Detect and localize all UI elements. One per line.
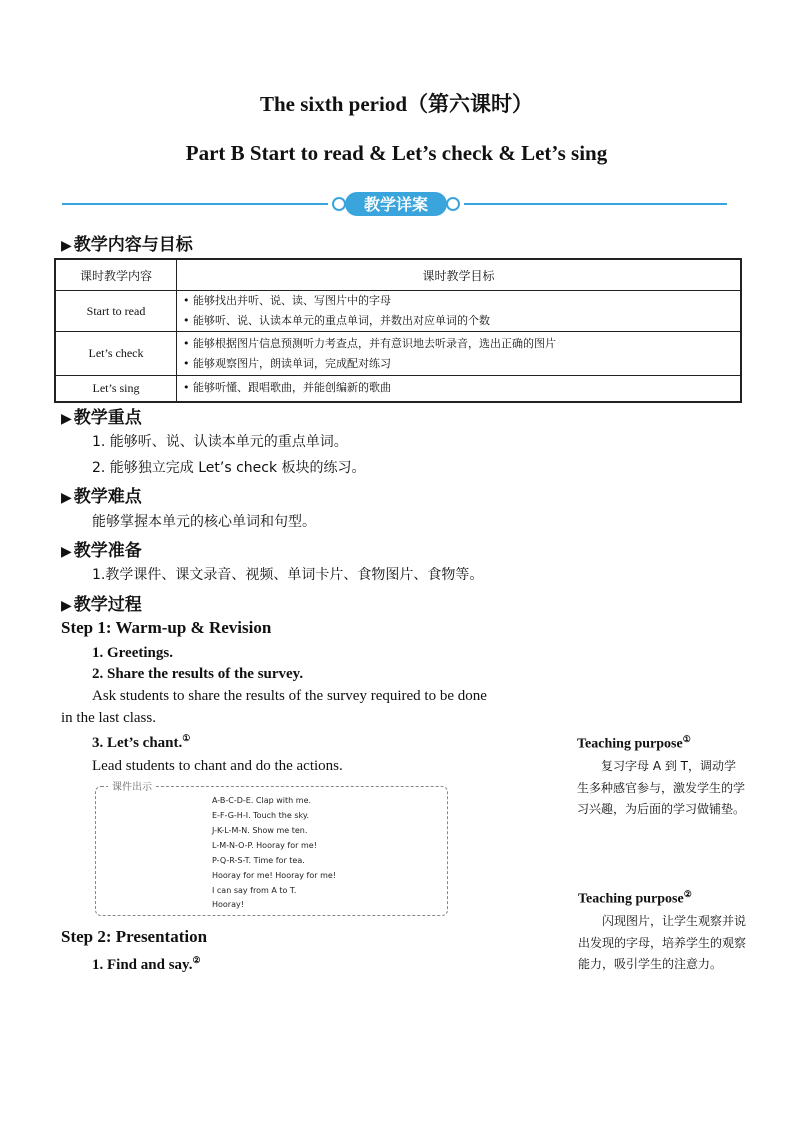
banner-text: 教学详案: [363, 195, 429, 214]
step1-item-chant: 3. Let’s chant.①: [92, 733, 191, 751]
banner-badge: [327, 190, 465, 218]
chant-line: A-B-C-D-E. Clap with me.: [212, 796, 312, 805]
banner-line-left: [62, 203, 328, 205]
step1-chant-text: Lead students to chant and do the actions.: [92, 758, 343, 774]
teaching-purpose-2-title: Teaching purpose②: [578, 889, 692, 907]
chant-line: Hooray!: [212, 900, 244, 909]
section-heading-key-points: ▶ 教学重点: [61, 408, 142, 428]
footnote-marker: ②: [683, 889, 692, 899]
triangle-bullet-icon: ▶: [61, 411, 72, 427]
chant-line: P-Q-R-S-T. Time for tea.: [212, 856, 305, 865]
step2-title: Step 2: Presentation: [61, 927, 208, 946]
chant-line: L-M-N-O-P. Hooray for me!: [212, 841, 317, 850]
step1-item-greetings: 1. Greetings.: [92, 645, 173, 661]
footnote-marker: ②: [192, 955, 201, 965]
table-cell-content: Let’s check: [55, 332, 177, 376]
table-header-goals: 课时教学目标: [177, 259, 742, 291]
step1-item-survey: 2. Share the results of the survey.: [92, 666, 304, 682]
difficulties-text: 能够掌握本单元的核心单词和句型。: [92, 514, 316, 530]
courseware-label: 课件出示: [108, 778, 156, 793]
footnote-marker: ①: [182, 733, 191, 743]
table-header-row: [55, 259, 741, 291]
step1-title: Step 1: Warm-up & Revision: [61, 618, 272, 637]
preparation-text: 1.教学课件、课文录音、视频、单词卡片、食物图片、食物等。: [92, 567, 484, 583]
table-cell-goals: • 能够根据图片信息预测听力考查点，并有意识地去听录音，选出正确的图片 • 能够观察图片，朗读单词，完成配对练习: [177, 332, 742, 376]
key-point-item: 1. 能够听、说、认读本单元的重点单词。: [92, 434, 348, 450]
chant-line: E-F-G-H-I. Touch the sky.: [212, 811, 309, 820]
objectives-table: [54, 258, 742, 403]
triangle-bullet-icon: ▶: [61, 238, 72, 254]
teaching-purpose-2-text: 闪现图片，让学生观察并说出发现的字母，培养学生的观察能力，吸引学生的注意力。: [578, 914, 747, 971]
step2-item-find-say: 1. Find and say.②: [92, 955, 201, 973]
footnote-marker: ①: [682, 734, 691, 744]
table-row: [55, 376, 741, 402]
chant-line: I can say from A to T.: [212, 886, 297, 895]
page-subtitle: Part B Start to read & Let’s check & Let’s sing: [185, 141, 608, 165]
section-heading-difficulties: ▶ 教学难点: [61, 487, 142, 507]
key-point-item: 2. 能够独立完成 Let’s check 板块的练习。: [92, 460, 366, 476]
courseware-box: [95, 786, 448, 916]
table-cell-goals: • 能够听懂、跟唱歌曲，并能创编新的歌曲: [177, 376, 742, 402]
teaching-purpose-1-title: Teaching purpose①: [577, 734, 691, 752]
table-cell-goals: • 能够找出并听、说、读、写图片中的字母 • 能够听、说、认读本单元的重点单词，并数出对应单词的个数: [177, 291, 742, 332]
table-cell-content: Let’s sing: [55, 376, 177, 402]
section-heading-process: ▶ 教学过程: [61, 595, 142, 615]
triangle-bullet-icon: ▶: [61, 544, 72, 560]
section-heading-objectives: ▶ 教学内容与目标: [61, 235, 193, 255]
triangle-bullet-icon: ▶: [61, 598, 72, 614]
table-row: [55, 332, 741, 376]
table-cell-content: Start to read: [55, 291, 177, 332]
teaching-purpose-1-text: 复习字母 A 到 T，调动学生多种感官参与，激发学生的学习兴趣，为后面的学习做铺垫。: [577, 759, 746, 816]
chant-line: J-K-L-M-N. Show me ten.: [212, 826, 308, 835]
step1-survey-text-cont: in the last class.: [61, 710, 156, 726]
chant-line: Hooray for me! Hooray for me!: [212, 871, 337, 880]
page-title: The sixth period（第六课时）: [259, 92, 534, 116]
triangle-bullet-icon: ▶: [61, 490, 72, 506]
step1-survey-text: Ask students to share the results of the survey required to be done: [92, 688, 487, 704]
table-row: [55, 291, 741, 332]
section-heading-preparation: ▶ 教学准备: [61, 541, 142, 561]
table-header-content: 课时教学内容: [55, 259, 177, 291]
banner-line-right: [464, 203, 727, 205]
